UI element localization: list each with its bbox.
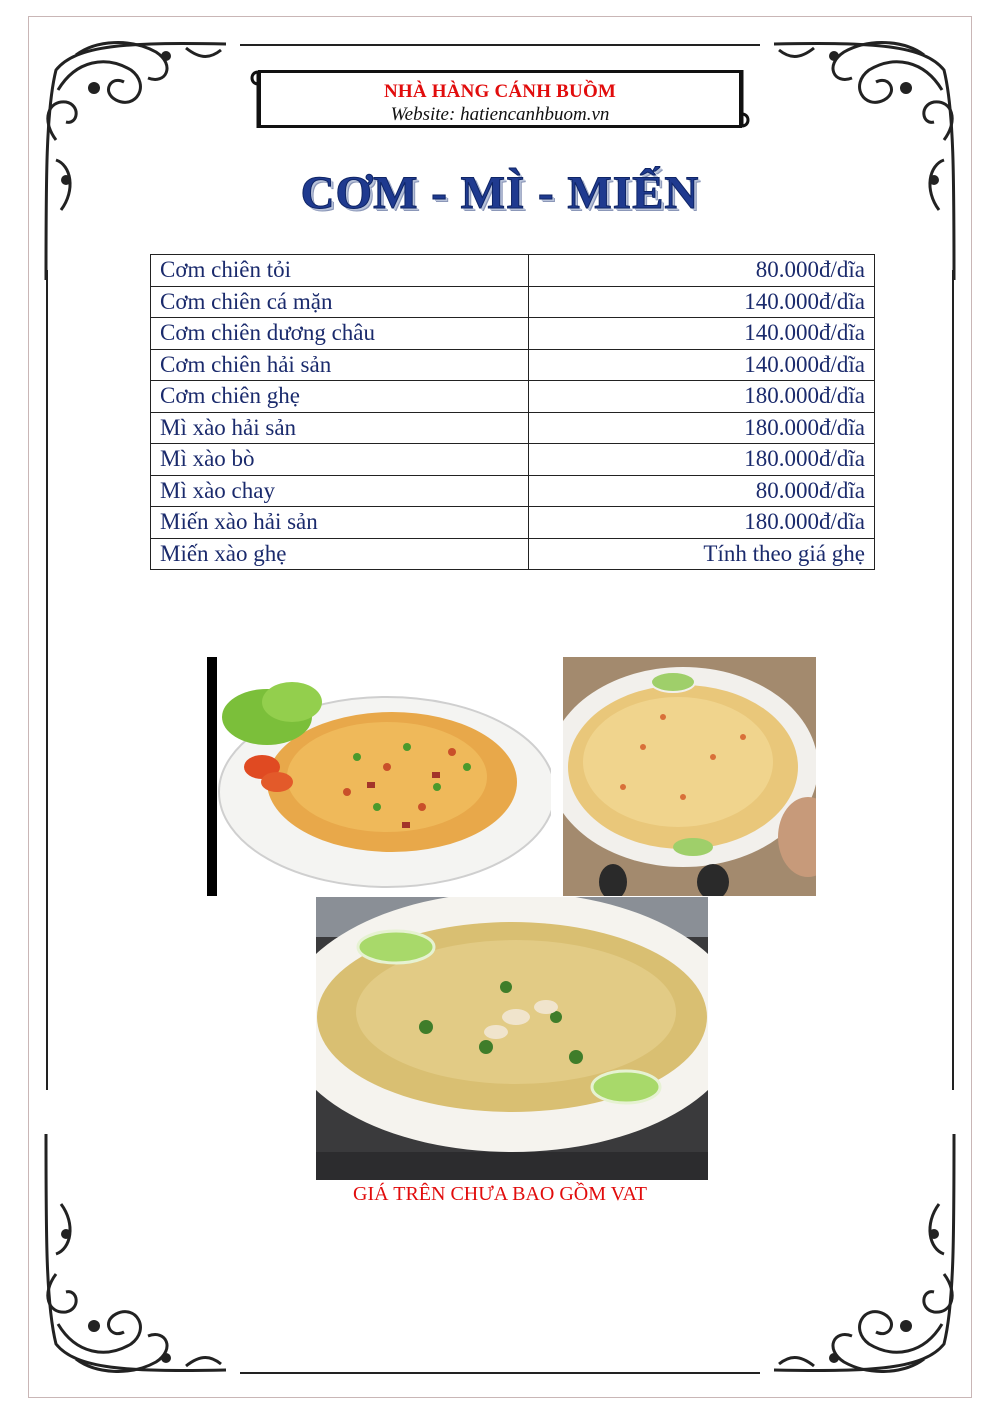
menu-item-name: Miến xào hải sản <box>151 507 529 539</box>
menu-row <box>151 286 875 318</box>
menu-item-price: 180.000đ/dĩa <box>529 507 875 539</box>
menu-item-price: 140.000đ/dĩa <box>529 349 875 381</box>
menu-item-name: Mì xào bò <box>151 444 529 476</box>
menu-item-name: Cơm chiên ghẹ <box>151 381 529 413</box>
menu-item-name: Mì xào chay <box>151 475 529 507</box>
fried-noodle-photo <box>316 897 708 1180</box>
menu-item-price: Tính theo giá ghẹ <box>529 538 875 570</box>
restaurant-name: NHÀ HÀNG CÁNH BUỒM <box>383 81 617 102</box>
menu-row <box>151 475 875 507</box>
fried-rice-photo-1 <box>207 657 551 896</box>
menu-item-price: 140.000đ/dĩa <box>529 286 875 318</box>
menu-row <box>151 444 875 476</box>
menu-row <box>151 255 875 287</box>
header-scroll-banner <box>248 64 752 134</box>
corner-ornament-bottom-left <box>36 1124 236 1384</box>
menu-row <box>151 349 875 381</box>
fried-rice-photo-2 <box>563 657 816 896</box>
menu-item-price: 180.000đ/dĩa <box>529 444 875 476</box>
menu-item-name: Cơm chiên dương châu <box>151 318 529 350</box>
website-text: Website: hatiencanhbuom.vn <box>390 104 610 125</box>
menu-item-price: 180.000đ/dĩa <box>529 412 875 444</box>
menu-row <box>151 412 875 444</box>
page-title: CƠM - MÌ - MIẾN <box>300 167 700 219</box>
left-border-line <box>46 270 48 1090</box>
top-border-line <box>240 44 760 46</box>
vat-note: GIÁ TRÊN CHƯA BAO GỒM VAT <box>353 1183 647 1205</box>
corner-ornament-top-left <box>36 30 236 290</box>
menu-item-name: Cơm chiên tỏi <box>151 255 529 287</box>
corner-ornament-top-right <box>764 30 964 290</box>
menu-row <box>151 318 875 350</box>
menu-item-name: Mì xào hải sản <box>151 412 529 444</box>
right-border-line <box>952 270 954 1090</box>
menu-item-price: 80.000đ/dĩa <box>529 255 875 287</box>
menu-item-name: Miến xào ghẹ <box>151 538 529 570</box>
corner-ornament-bottom-right <box>764 1124 964 1384</box>
bottom-border-line <box>240 1372 760 1374</box>
menu-row <box>151 507 875 539</box>
menu-table <box>150 254 875 570</box>
menu-item-price: 180.000đ/dĩa <box>529 381 875 413</box>
menu-item-price: 140.000đ/dĩa <box>529 318 875 350</box>
menu-item-name: Cơm chiên hải sản <box>151 349 529 381</box>
menu-row <box>151 381 875 413</box>
menu-item-price: 80.000đ/dĩa <box>529 475 875 507</box>
menu-item-name: Cơm chiên cá mặn <box>151 286 529 318</box>
menu-row <box>151 538 875 570</box>
